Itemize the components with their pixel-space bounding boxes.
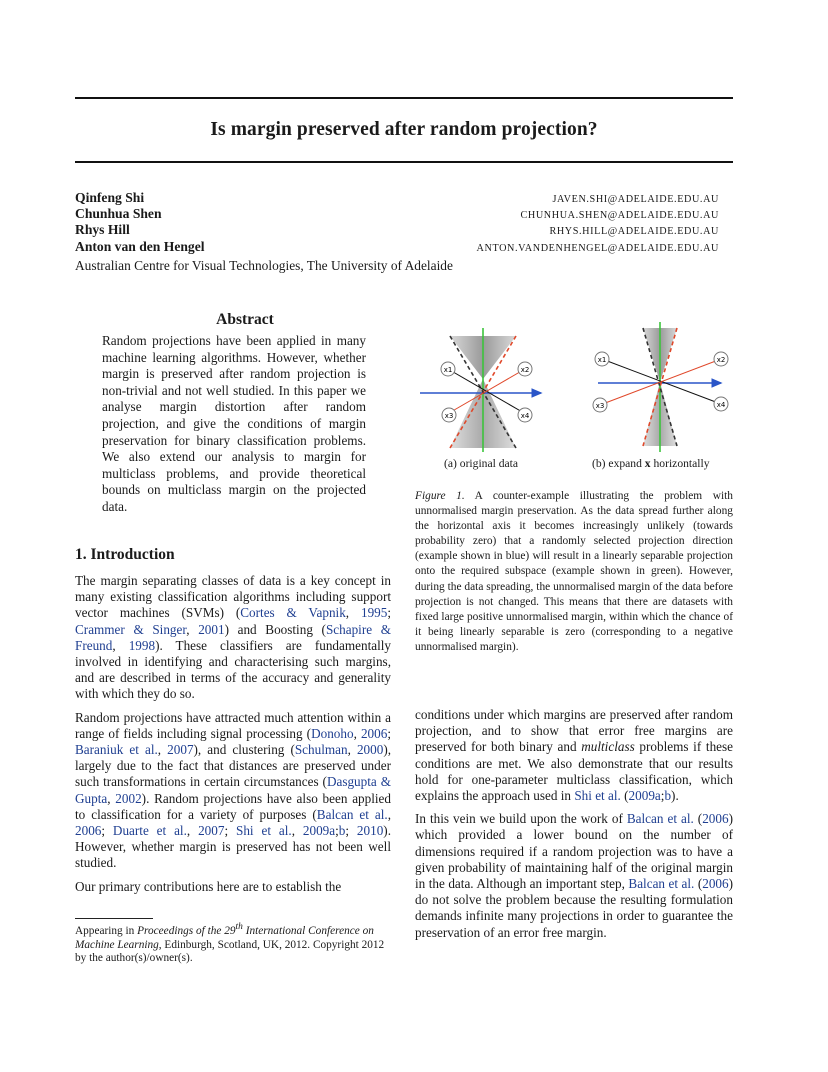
intro-paragraph-3: Our primary contributions here are to establish the [75, 878, 342, 894]
text-run: ) which provided a lower bound on the number of dimensions required if a random projection was to have a given probability of maintaining half of the original margin in the data. Although an important step, [415, 811, 733, 892]
author-row [75, 206, 719, 222]
text-run: , [387, 806, 391, 822]
author-row [75, 190, 719, 206]
subcaption-b-text: (b) expand [592, 457, 645, 470]
text-run: ( [620, 788, 629, 804]
subcaption-b [592, 457, 710, 470]
citation-link[interactable]: Shi et al. [236, 823, 292, 839]
text-run: ; [224, 823, 236, 839]
citation-link[interactable]: Balcan et al. [628, 876, 695, 892]
text-run: ; [345, 823, 357, 839]
citation-link[interactable]: Schapire & Freund [75, 621, 391, 653]
citation-link[interactable]: b [664, 788, 672, 804]
text-run: ) and Boosting ( [224, 621, 326, 637]
citation-link[interactable]: 2000 [356, 742, 384, 758]
intro-paragraph-1 [75, 573, 391, 703]
abstract-text: Random projections have been applied in many machine learning algorithms. However, whether margin is preserved after random projection is non-trivial and not well studied. In this paper we analyse margin distortion after random projection, and give the conditions of margin preservation for binary classification problems. We also extend our analysis to margin for multiclass problems, and provide theoretical bounds on multiclass margin on the projected data. [102, 333, 366, 514]
text-run: ( [693, 811, 703, 827]
text-run: , [186, 823, 199, 839]
paper-title: Is margin preserved after random projection? [210, 119, 598, 140]
text-run: The margin separating classes of data is a key concept in many existing classification algorithms including support vector machines (SVMs) ( [75, 573, 391, 621]
footnote [75, 921, 395, 966]
citation-link[interactable]: b [338, 823, 346, 839]
text-run: ). However, whether margin is preserved has not been well studied. [75, 823, 391, 871]
text-run: ). Random projections have also been applied to classification for a variety of purposes ( [75, 790, 392, 822]
author-email: RHYS.HILL@ADELAIDE.EDU.AU [549, 226, 719, 238]
title-bottom-rule [75, 161, 733, 163]
text-run: ; [335, 823, 339, 839]
citation-link[interactable]: 2006 [360, 725, 388, 741]
text-run: conditions under which margins are preserved after random projection, and to show that error free margins are preserved for both binary and [415, 707, 733, 755]
citation-link[interactable]: 2006 [702, 876, 729, 892]
citation-link[interactable]: Schulman [294, 742, 348, 758]
text-run: Random projections have attracted much attention within a range of fields including signal processing ( [75, 709, 391, 741]
intro-paragraph-4 [415, 707, 733, 804]
text-run: , [157, 742, 168, 758]
text-run: ; [387, 605, 392, 621]
text-run: , [345, 605, 361, 621]
citation-link[interactable]: 1995 [360, 605, 388, 621]
abstract-heading: Abstract [216, 311, 274, 328]
left-column [75, 573, 391, 902]
citation-link[interactable]: Baraniuk et al. [75, 742, 158, 758]
figure-caption [415, 489, 733, 655]
emphasis: Proceedings of the 29 [137, 924, 236, 937]
subcaption-a: (a) original data [444, 457, 519, 470]
figure-caption-label: Figure 1. [415, 490, 465, 502]
author-list [75, 190, 719, 255]
node-label: x3 [595, 402, 605, 410]
node-label: x2 [716, 356, 726, 364]
node-label: x2 [520, 366, 530, 374]
author-row [75, 239, 719, 255]
node-label: x1 [443, 366, 453, 374]
text-run: ). [671, 788, 679, 804]
author-name: Qinfeng Shi [75, 190, 145, 205]
right-column [415, 707, 733, 948]
text-run: ; [660, 788, 665, 804]
node-label: x4 [520, 412, 530, 420]
citation-link[interactable]: 2006 [702, 811, 729, 827]
text-run: problems if these conditions are met. We also demonstrate that our results hold for one-parameter multiclass classification, which explains the approach used in [415, 739, 734, 804]
panel-b [593, 322, 728, 452]
citation-link[interactable]: 2007 [198, 823, 225, 839]
citation-link[interactable]: Duarte et al. [112, 823, 187, 839]
section-heading-introduction: 1. Introduction [75, 546, 175, 563]
text-run: , [347, 742, 357, 758]
author-name: Anton van den Hengel [75, 238, 205, 254]
author-email: ANTON.VANDENHENGEL@ADELAIDE.EDU.AU [476, 242, 719, 254]
citation-link[interactable]: Dasgupta & Gupta [75, 774, 391, 806]
panel-a [420, 328, 541, 452]
citation-link[interactable]: Shi et al. [574, 788, 621, 804]
author-name: Rhys Hill [75, 222, 130, 238]
text-run: , [291, 823, 303, 839]
text-run: ; [101, 823, 113, 839]
citation-link[interactable]: 2010 [356, 823, 384, 839]
text-run: , Edinburgh, Scotland, UK, 2012. Copyright 2012 by the author(s)/owner(s). [75, 938, 385, 965]
footnote-rule [75, 918, 153, 919]
author-email: JAVEN.SHI@ADELAIDE.EDU.AU [552, 194, 719, 205]
citation-link[interactable]: 2002 [115, 790, 142, 806]
citation-link[interactable]: Crammer & Singer [75, 621, 187, 637]
citation-link[interactable]: 1998 [128, 637, 156, 653]
text-run: ). These classifiers are fundamentally involved in identifying and characterising such margins, and are described in terms of the accuracy and generality with which they do so. [75, 637, 392, 702]
figure-caption-text: A counter-example illustrating the problem with unnormalised margin preservation. As the data spread further along the horizontal axis it becomes increasingly unlikely (towards probability zero) that a randomly selected projection direction (example shown in blue) will result in a linearly separable projection onto the required subspace (example shown in green). However, during the data spreading, the unnormalised margin of the data before projection is not changed. This means that there are datasets with fixed large positive unnormalised margin, within which the chance of it being linearly separable is zero (corresponding to a negative unnormalised margin). [415, 490, 733, 653]
text-run: , [353, 725, 361, 741]
author-row [75, 222, 719, 238]
text-run: Appearing in [75, 924, 138, 937]
intro-paragraph-5 [415, 811, 733, 941]
text-run: ) do not solve the problem because the resulting formulation demands infinite many projections in order to guarantee the preservation of an error free margin. [415, 876, 733, 940]
text-run: ; [387, 725, 391, 741]
citation-link[interactable]: 2001 [198, 621, 225, 637]
intro-paragraph-2 [75, 710, 391, 872]
node-label: x1 [597, 356, 607, 364]
text-run: ( [694, 876, 703, 892]
author-email: CHUNHUA.SHEN@ADELAIDE.EDU.AU [520, 210, 719, 222]
citation-link[interactable]: 2009a [302, 823, 336, 839]
citation-link[interactable]: Balcan et al. [626, 811, 694, 827]
text-run: , [112, 637, 129, 653]
top-rule [75, 97, 733, 99]
subcaption-b-symbol: x [644, 457, 651, 470]
node-label: x4 [716, 401, 726, 409]
text-run: , [186, 621, 199, 637]
emphasis: multiclass [581, 739, 635, 755]
text-run: , [107, 790, 116, 806]
superscript: th [235, 922, 243, 932]
figure-1-graphics [415, 320, 733, 470]
citation-link[interactable]: Donoho [311, 725, 354, 741]
subcaption-b-text: horizontally [650, 457, 710, 470]
citation-link[interactable]: Balcan et al. [316, 806, 388, 822]
citation-link[interactable]: 2006 [75, 823, 102, 839]
citation-link[interactable]: Cortes & Vapnik [240, 605, 346, 621]
node-label: x3 [444, 412, 454, 420]
affiliation: Australian Centre for Visual Technologies, The University of Adelaide [75, 258, 453, 273]
text-run: ), largely due to the fact that distances are preserved under such transformations in certain circumstances ( [75, 742, 392, 790]
text-run: ), and clustering ( [193, 742, 295, 758]
citation-link[interactable]: 2007 [167, 742, 194, 758]
figure-1 [415, 320, 733, 470]
author-name: Chunhua Shen [75, 206, 162, 222]
citation-link[interactable]: 2009a [628, 788, 661, 804]
emphasis: International Conference on Machine Learning [75, 924, 374, 951]
text-run: In this vein we build upon the work of [415, 811, 627, 827]
